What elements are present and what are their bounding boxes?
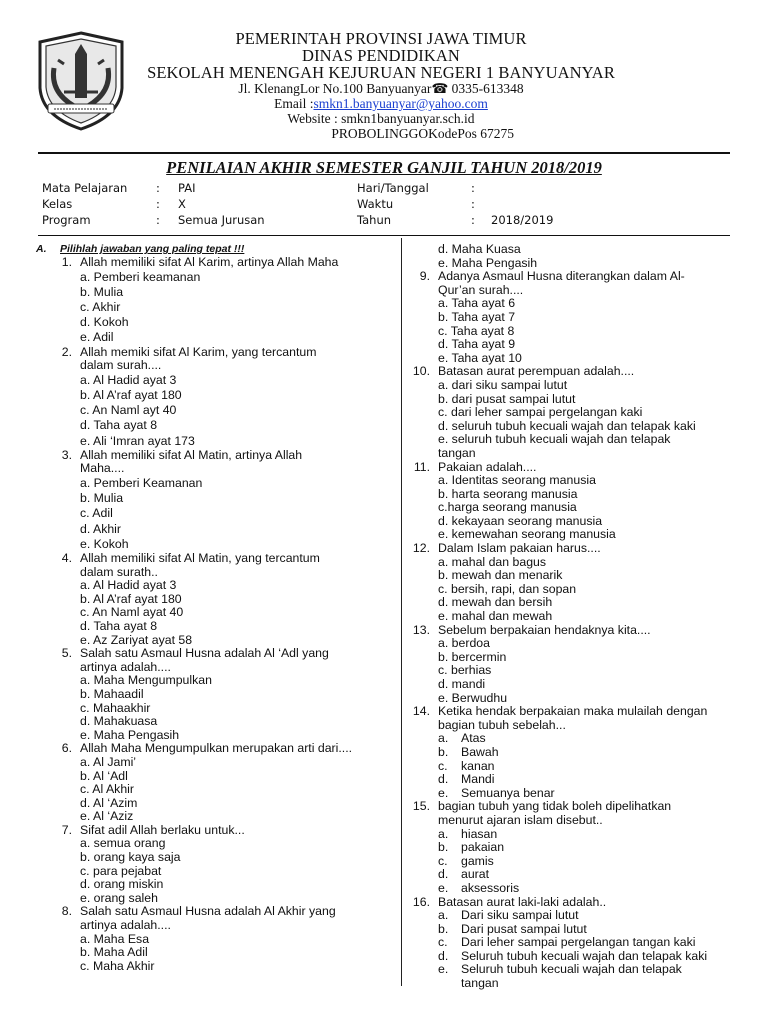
question-number: 15. — [412, 799, 430, 814]
answer-option: c. Mahaakhir — [80, 700, 151, 715]
question-text-line: Adanya Asmaul Husna diterangkan dalam Al- — [438, 269, 685, 284]
question-text-line: bagian tubuh yang tidak boleh dipelihatkan — [438, 799, 672, 814]
question-text-line: Maha.... — [80, 461, 125, 476]
answer-option: a. berdoa — [438, 636, 490, 651]
question-item — [36, 552, 398, 647]
letterhead-government: PEMERINTAH PROVINSI JAWA TIMUR — [235, 29, 527, 48]
exam-info-colon: : — [156, 181, 160, 195]
answer-option: d. Akhir — [80, 521, 122, 536]
questions-left-column — [36, 242, 398, 973]
answer-option: e. Az Zariyat ayat 58 — [80, 632, 193, 647]
exam-info-colon: : — [471, 213, 475, 227]
question-item — [414, 365, 734, 460]
email-link[interactable]: smkn1.banyuanyar@yahoo.com — [313, 96, 488, 111]
exam-info-label: Tahun — [357, 213, 392, 227]
answer-option: b. harta seorang manusia — [438, 486, 578, 501]
answer-option-letter: c. — [438, 853, 448, 868]
answer-option — [414, 855, 734, 869]
answer-option — [414, 936, 734, 950]
address-text: Jl. KlenangLor No.100 Banyuanyar — [238, 81, 432, 96]
answer-option: b. Mulia — [80, 284, 124, 299]
answer-option: a. Al Hadid ayat 3 — [80, 372, 177, 387]
question-text-line: Sifat adil Allah berlaku untuk... — [80, 822, 245, 837]
exam-info-label: Program — [42, 213, 91, 227]
question-text-line: Batasan aurat laki-laki adalah.. — [438, 894, 607, 909]
question-text — [414, 800, 734, 814]
question-text — [414, 896, 734, 910]
answer-option: c. Taha ayat 8 — [438, 323, 515, 338]
answer-option-text: hiasan — [461, 826, 498, 841]
answer-option-text: Bawah — [461, 744, 499, 759]
answer-option-text: kanan — [461, 758, 495, 773]
question-number: 1. — [61, 255, 72, 269]
question-number: 8. — [61, 904, 72, 919]
answer-option: c. An Naml ayat 40 — [80, 605, 184, 620]
answer-option: e. Maha Pengasih — [80, 727, 180, 742]
answer-option: tangan — [438, 445, 476, 460]
answer-option: b. Taha ayat 7 — [438, 309, 516, 324]
answer-option — [414, 923, 734, 937]
exam-info-value: 2018/2019 — [491, 213, 554, 227]
answer-option: a. Pemberi Keamanan — [80, 476, 203, 490]
exam-info-row — [42, 180, 328, 196]
answer-option-text: gamis — [461, 853, 494, 868]
exam-info-row — [357, 180, 591, 196]
jawa-timur-emblem-logo — [34, 30, 128, 132]
exam-info-label: Waktu — [357, 197, 394, 211]
answer-option — [414, 787, 734, 801]
answer-option: c. Akhir — [80, 300, 121, 314]
question-text-line: Allah Maha Mengumpulkan merupakan arti dari.... — [80, 741, 353, 756]
question-text — [414, 365, 734, 379]
question-number: 16. — [412, 894, 430, 909]
question-number: 9. — [419, 269, 430, 284]
question-text-line: Qur’an surah.... — [438, 282, 524, 297]
question-text — [414, 461, 734, 475]
question-item — [36, 905, 398, 973]
exam-info-value: PAI — [178, 181, 196, 195]
question-text-line: Allah memiki sifat Al Karim, yang tercantum — [80, 344, 317, 359]
answer-option: d. Kokoh — [80, 315, 129, 330]
question-number: 10. — [412, 364, 430, 379]
answer-option: c. bersih, rapi, dan sopan — [438, 581, 577, 596]
answer-option: e. Taha ayat 10 — [438, 350, 522, 365]
question-text — [36, 566, 398, 580]
answer-option: a. dari siku sampai lutut — [438, 377, 568, 392]
letterhead — [128, 30, 634, 141]
answer-option-text: Semuanya benar — [461, 785, 555, 800]
question-text-line: artinya adalah.... — [80, 659, 171, 674]
exam-info-row — [42, 196, 328, 212]
exam-info-value: Semua Jurusan — [178, 213, 265, 227]
exam-title: PENILAIAN AKHIR SEMESTER GANJIL TAHUN 2018/2019 — [166, 158, 602, 177]
answer-option: d. seluruh tubuh kecuali wajah dan telapak kaki — [438, 418, 696, 433]
question-number: 3. — [61, 447, 72, 462]
answer-option-text: pakaian — [461, 840, 505, 855]
question-item — [414, 461, 734, 543]
exam-info-colon: : — [156, 197, 160, 211]
answer-option: a. semua orang — [80, 836, 166, 851]
answer-option — [414, 760, 734, 774]
answer-option-letter: b. — [438, 744, 449, 759]
question-text — [414, 705, 734, 719]
question-text-line: artinya adalah.... — [80, 918, 171, 933]
question-number: 14. — [412, 704, 430, 719]
section-instruction — [36, 242, 398, 256]
letterhead-website: Website : smkn1banyuanyar.sch.id — [287, 111, 475, 126]
answer-option — [414, 977, 734, 991]
exam-info-colon: : — [471, 181, 475, 195]
answer-option: b. bercermin — [438, 649, 507, 664]
question-text-line: Sebelum berpakaian hendaknya kita.... — [438, 622, 651, 637]
answer-option-letter: c. — [438, 935, 448, 950]
answer-option: a. Taha ayat 6 — [438, 296, 516, 311]
answer-option-text: Seluruh tubuh kecuali wajah dan telapak — [461, 962, 682, 977]
answer-option: d. mandi — [438, 677, 486, 691]
answer-option-letter: d. — [438, 948, 449, 963]
question-text — [36, 359, 398, 373]
exam-info-label: Kelas — [42, 197, 73, 211]
answer-option: a. Al Jami’ — [80, 754, 137, 769]
answer-option — [414, 868, 734, 882]
answer-option-letter: a. — [438, 826, 449, 841]
answer-option — [414, 732, 734, 746]
answer-option: b. dari pusat sampai lutut — [438, 391, 576, 406]
answer-option: e. Al ‘Aziz — [80, 809, 134, 824]
question-text — [414, 542, 734, 556]
answer-option: e. mahal dan mewah — [438, 609, 553, 624]
answer-option-text: aurat — [461, 867, 490, 882]
answer-option: d. Maha Kuasa — [438, 242, 521, 256]
question-number: 7. — [61, 822, 72, 837]
question-text-line: Allah memiliki sifat Al Karim, artinya Allah Maha — [80, 255, 339, 269]
answer-option: a. Pemberi keamanan — [80, 269, 201, 284]
answer-option-text: Dari siku sampai lutut — [461, 908, 579, 923]
answer-option: a. Identitas seorang manusia — [438, 473, 596, 488]
answer-option — [414, 882, 734, 896]
answer-option — [414, 746, 734, 760]
question-text-line: Salah satu Asmaul Husna adalah Al Akhir yang — [80, 904, 336, 919]
question-number: 12. — [412, 541, 430, 556]
answer-option: a. Al Hadid ayat 3 — [80, 578, 177, 593]
answer-option: b. mewah dan menarik — [438, 568, 563, 583]
answer-option: d. Taha ayat 8 — [80, 418, 158, 433]
answer-option-text: Seluruh tubuh kecuali wajah dan telapak kaki — [461, 948, 708, 963]
question-number: 13. — [412, 622, 430, 637]
answer-option-letter: d. — [438, 867, 449, 882]
question-item — [36, 742, 398, 824]
answer-option: c. berhias — [438, 663, 492, 678]
answer-option — [414, 828, 734, 842]
section-label: Pilihlah jawaban yang paling tepat !!! — [60, 243, 245, 255]
question-text — [36, 552, 398, 566]
question-text-line: Allah memiliki sifat Al Matin, artinya Allah — [80, 447, 303, 462]
letterhead-city: PROBOLINGGOKodePos 67275 — [331, 126, 514, 141]
answer-option-text: Atas — [461, 731, 486, 746]
question-number: 2. — [61, 344, 72, 359]
answer-option — [414, 950, 734, 964]
question-number: 4. — [61, 551, 72, 566]
exam-info-row — [357, 196, 591, 212]
answer-option: b. Maha Adil — [80, 945, 148, 960]
answer-option: e. Ali ‘Imran ayat 173 — [80, 433, 195, 448]
answer-option: d. kekayaan seorang manusia — [438, 513, 603, 528]
answer-option: e. Maha Pengasih — [438, 255, 538, 270]
answer-option: c. An Naml ayt 40 — [80, 403, 177, 418]
answer-option-text: Mandi — [461, 772, 495, 787]
question-text — [414, 624, 734, 638]
column-divider — [401, 238, 402, 986]
answer-option: c. para pejabat — [80, 863, 162, 878]
question-item — [36, 256, 398, 346]
answer-option: e. kemewahan seorang manusia — [438, 527, 616, 542]
answer-option: c. dari leher sampai pergelangan kaki — [438, 405, 643, 420]
question-item — [36, 824, 398, 906]
answer-option-letter: a. — [438, 731, 449, 746]
question-text — [36, 462, 398, 476]
letterhead-address-line — [128, 81, 634, 96]
question-item-continued — [414, 243, 734, 270]
answer-option: d. orang miskin — [80, 877, 164, 892]
letterhead-email-line — [128, 96, 634, 111]
answer-option: e. seluruh tubuh kecuali wajah dan telapak — [438, 432, 671, 447]
answer-option-letter: e. — [438, 880, 449, 895]
answer-option-text: Dari leher sampai pergelangan tangan kaki — [461, 935, 696, 950]
question-text-line: Allah memiliki sifat Al Matin, yang tercantum — [80, 551, 320, 566]
answer-option: b. Al A’raf ayat 180 — [80, 591, 182, 606]
question-item — [36, 449, 398, 552]
answer-option: a. mahal dan bagus — [438, 554, 547, 569]
question-text-line: Dalam Islam pakaian harus.... — [438, 541, 601, 556]
question-item — [414, 800, 734, 895]
question-text — [414, 814, 734, 828]
answer-option: d. Taha ayat 9 — [438, 337, 516, 352]
phone-number: 0335-613348 — [451, 81, 524, 96]
question-item — [36, 346, 398, 449]
answer-option: d. Al ‘Azim — [80, 795, 138, 810]
answer-option-letter: b. — [438, 921, 449, 936]
question-text — [36, 256, 398, 270]
question-text — [36, 742, 398, 756]
answer-option: b. Mulia — [80, 491, 124, 506]
answer-option-letter: d. — [438, 772, 449, 787]
answer-option — [414, 909, 734, 923]
question-text — [36, 905, 398, 919]
header-divider — [38, 152, 730, 154]
question-text-line: Salah satu Asmaul Husna adalah Al ‘Adl yang — [80, 646, 329, 661]
answer-option — [414, 841, 734, 855]
question-text — [414, 284, 734, 298]
exam-info-colon: : — [156, 213, 160, 227]
exam-info-row — [357, 212, 591, 228]
answer-option: c. Al Akhir — [80, 782, 134, 797]
answer-option-letter: a. — [438, 908, 449, 923]
answer-option-text: Dari pusat sampai lutut — [461, 921, 587, 936]
answer-option — [414, 963, 734, 977]
question-text-line: Batasan aurat perempuan adalah.... — [438, 364, 635, 379]
email-label: Email : — [274, 96, 314, 111]
answer-option-letter: e. — [438, 962, 449, 977]
answer-option-text: tangan — [461, 976, 499, 991]
section-letter: A. — [36, 243, 47, 255]
answer-option: c. Maha Akhir — [80, 958, 155, 973]
answer-option: b. orang kaya saja — [80, 850, 181, 865]
question-text — [36, 824, 398, 838]
question-text-line: menurut ajaran islam disebut.. — [438, 812, 603, 827]
answer-option: a. Maha Esa — [80, 931, 150, 946]
question-item — [414, 705, 734, 800]
question-text-line: Ketika hendak berpakaian maka mulailah dengan — [438, 704, 708, 719]
answer-option: a. Maha Mengumpulkan — [80, 673, 212, 688]
question-text-line: Pakaian adalah.... — [438, 459, 537, 474]
question-text — [414, 719, 734, 733]
answer-option: b. Mahaadil — [80, 686, 144, 701]
question-text-line: bagian tubuh sebelah... — [438, 717, 566, 732]
questions-right-column — [414, 243, 734, 991]
answer-option-letter: e. — [438, 785, 449, 800]
question-item — [414, 896, 734, 991]
answer-option: c. Adil — [80, 506, 113, 521]
question-text — [36, 449, 398, 463]
letterhead-school: SEKOLAH MENENGAH KEJURUAN NEGERI 1 BANYUANYAR — [147, 63, 615, 82]
exam-info-row — [42, 212, 328, 228]
answer-option: e. Kokoh — [80, 536, 129, 551]
answer-option: b. Al A’raf ayat 180 — [80, 388, 182, 402]
question-text — [36, 346, 398, 360]
answer-option: b. Al ‘Adl — [80, 768, 128, 783]
info-divider — [38, 235, 730, 236]
exam-info-label: Hari/Tanggal — [357, 181, 429, 195]
answer-option: c.harga seorang manusia — [438, 500, 577, 515]
letterhead-office: DINAS PENDIDIKAN — [302, 46, 460, 65]
answer-option — [414, 773, 734, 787]
question-text — [36, 661, 398, 675]
exam-info-label: Mata Pelajaran — [42, 181, 128, 195]
answer-option-letter: c. — [438, 758, 448, 773]
question-number: 5. — [61, 646, 72, 661]
answer-option-text: aksessoris — [461, 880, 520, 895]
exam-info-right — [357, 180, 591, 228]
question-text — [36, 919, 398, 933]
exam-info-value: X — [178, 197, 186, 211]
question-item — [414, 542, 734, 624]
exam-info-left — [42, 180, 328, 228]
question-item — [414, 270, 734, 365]
question-text-line: dalam surah.... — [80, 358, 162, 373]
question-text-line: dalam surath.. — [80, 564, 158, 579]
exam-info-colon: : — [471, 197, 475, 211]
question-item — [414, 624, 734, 706]
question-number: 11. — [413, 459, 430, 474]
answer-option: e. orang saleh — [80, 890, 158, 905]
question-item — [36, 647, 398, 742]
answer-option-letter: b. — [438, 840, 449, 855]
answer-option: d. Taha ayat 8 — [80, 618, 158, 633]
answer-option: d. Mahakuasa — [80, 714, 158, 729]
phone-icon: ☎ — [431, 81, 449, 96]
question-number: 6. — [61, 741, 72, 756]
answer-option: e. Adil — [80, 330, 114, 345]
question-text — [36, 647, 398, 661]
answer-option: d. mewah dan bersih — [438, 595, 553, 610]
answer-option: e. Berwudhu — [438, 690, 508, 705]
question-text — [414, 270, 734, 284]
